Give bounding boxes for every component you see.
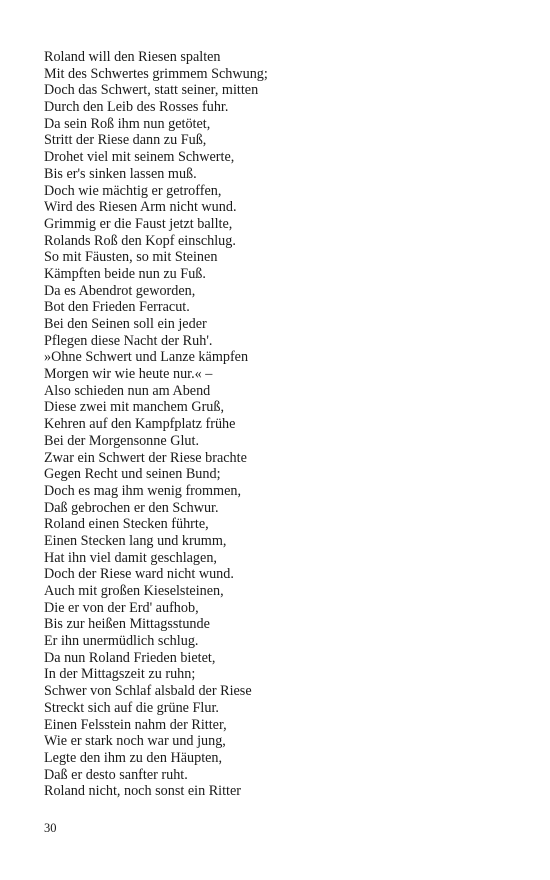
poem-line: Bis zur heißen Mittagsstunde [44,616,210,633]
poem-line: Die er von der Erd' aufhob, [44,599,199,616]
poem-line: Roland will den Riesen spalten [44,49,221,65]
poem-line: Also schieden nun am Abend [44,382,211,399]
poem-line: Da sein Roß ihm nun getötet, [44,115,211,132]
poem-line: Doch es mag ihm wenig frommen, [44,482,242,499]
poem-line: Roland einen Stecken führte, [44,516,209,533]
poem-line: Einen Stecken lang und krumm, [44,532,227,549]
poem-line: Daß gebrochen er den Schwur. [44,499,219,516]
poem-line: Gegen Recht und seinen Bund; [44,466,221,483]
poem-line: Streckt sich auf die grüne Flur. [44,699,219,716]
poem-line: Zwar ein Schwert der Riese brachte [44,449,247,466]
poem-text [44,49,268,800]
poem-line: Rolands Roß den Kopf einschlug. [44,232,236,249]
poem-line: Einen Felsstein nahm der Ritter, [44,716,227,733]
poem-line: Daß er desto sanfter ruht. [44,766,188,783]
poem-line: Kehren auf den Kampfplatz frühe [44,416,236,433]
poem-line: Durch den Leib des Rosses fuhr. [44,99,229,116]
poem-line: »Ohne Schwert und Lanze kämpfen [44,349,249,366]
poem-line: Hat ihn viel damit geschlagen, [44,549,217,566]
poem-line: Legte den ihm zu den Häupten, [44,749,223,766]
poem-line: Pflegen diese Nacht der Ruh'. [44,332,213,349]
poem-line: Bis er's sinken lassen muß. [44,165,197,182]
poem-line: Grimmig er die Faust jetzt ballte, [44,215,233,232]
poem-line: Er ihn unermüdlich schlug. [44,633,199,650]
poem-line: Morgen wir wie heute nur.« – [44,366,213,383]
poem-line: Schwer von Schlaf alsbald der Riese [44,683,252,700]
poem-line: Doch wie mächtig er getroffen, [44,182,222,199]
poem-line: Roland nicht, noch sonst ein Ritter [44,783,242,800]
poem-line: Drohet viel mit seinem Schwerte, [44,149,235,166]
poem-line: Wird des Riesen Arm nicht wund. [44,199,237,216]
poem-line: So mit Fäusten, so mit Steinen [44,249,218,266]
poem-line: Diese zwei mit manchem Gruß, [44,399,225,416]
poem-line: Stritt der Riese dann zu Fuß, [44,132,207,149]
poem-line: Doch der Riese ward nicht wund. [44,566,234,583]
poem-line: Da nun Roland Frieden bietet, [44,649,216,666]
poem-line: Auch mit großen Kieselsteinen, [44,583,224,599]
poem-line: Kämpften beide nun zu Fuß. [44,265,206,282]
poem-line: Wie er stark noch war und jung, [44,733,226,750]
poem-line: Mit des Schwertes grimmem Schwung; [44,65,268,82]
poem-line: Bot den Frieden Ferracut. [44,299,190,316]
page-number: 30 [44,821,57,835]
poem-line: Bei den Seinen soll ein jeder [44,316,207,332]
poem-line: In der Mittagszeit zu ruhn; [44,666,196,683]
poem-line: Bei der Morgensonne Glut. [44,432,199,449]
poem-line: Doch das Schwert, statt seiner, mitten [44,82,259,99]
poem-line: Da es Abendrot geworden, [44,282,196,299]
